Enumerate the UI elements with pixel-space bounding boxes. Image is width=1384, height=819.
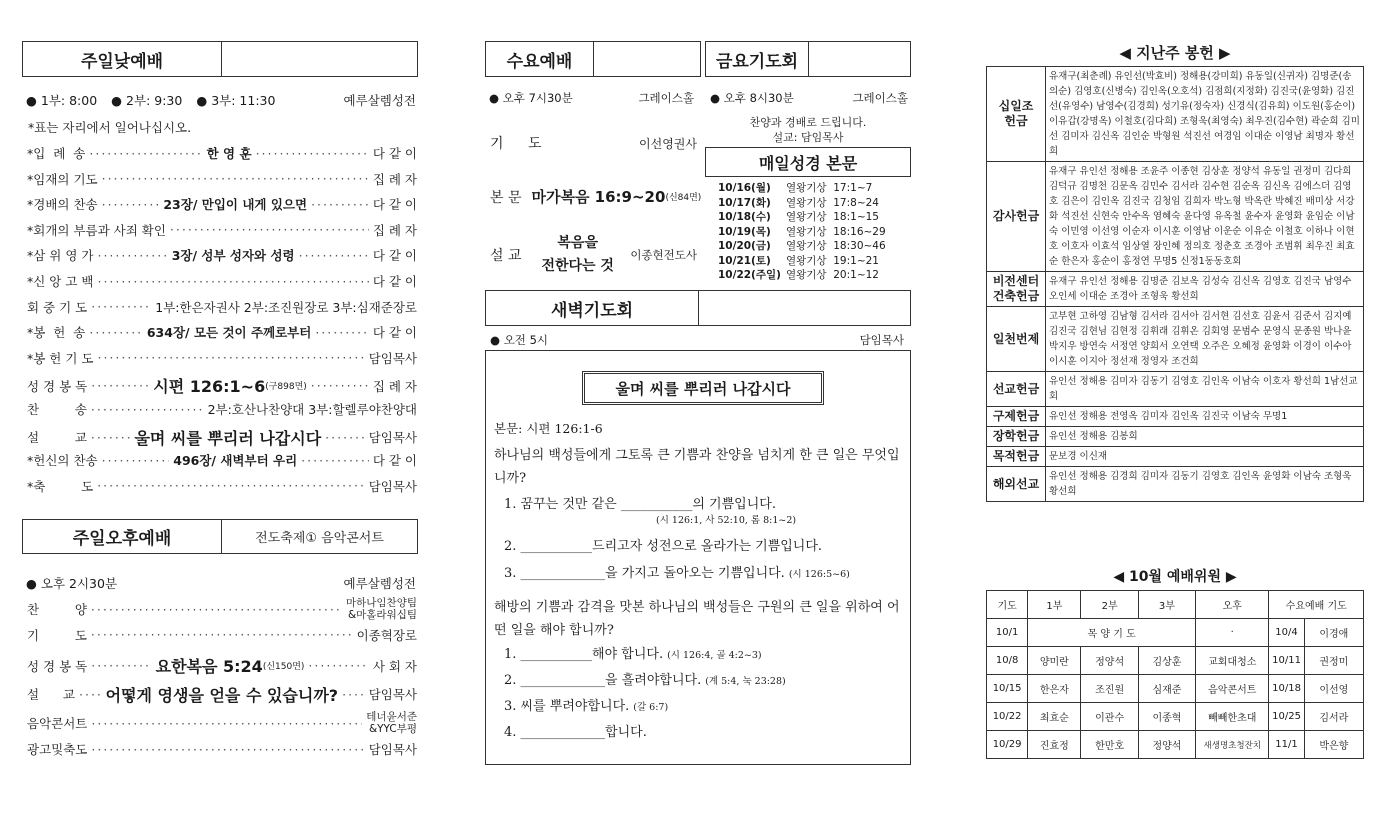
order-row xyxy=(27,683,417,706)
committee-cell: 10/18 xyxy=(1269,675,1304,703)
sunday-morning-times xyxy=(26,91,416,109)
dawn-leader: 담임목사 xyxy=(859,333,904,347)
order-label: *회개의 부름과 사죄 확인 xyxy=(27,222,166,238)
committee-cell: 10/22 xyxy=(987,703,1028,731)
committee-cell: 빼빼한초대 xyxy=(1196,703,1269,731)
dot-leader xyxy=(91,402,204,417)
dot-leader xyxy=(91,742,364,757)
order-content: 요한복음 5:24 xyxy=(155,657,263,677)
offering-type: 선교헌금 xyxy=(987,372,1046,407)
answer-row xyxy=(504,493,904,526)
dot-leader xyxy=(91,658,151,673)
order-label: 광고및축도 xyxy=(27,742,88,757)
friday-header xyxy=(705,41,911,77)
order-leader: 사 회 자 xyxy=(372,658,417,674)
bible-date: 10/21(토) xyxy=(718,254,771,267)
committee-cell: 11/1 xyxy=(1269,731,1304,759)
order-label: 설 교 xyxy=(27,430,87,446)
order-label: 기 도 xyxy=(27,627,87,643)
offering-type: 목적헌금 xyxy=(987,447,1046,467)
order-row xyxy=(27,626,417,644)
offering-names: 유재구(최춘례) 유인선(박효비) 정해용(강미희) 유동일(신귀자) 김명준(송의순) 김영호(신병숙) 김인옥(오호석) 김점희(지정화) 김진국(윤영화) 김진선(유영수) 남영수(김경희) 성기유(정숙자) 신경식(김유희) 이도원(홍순이) 이유갑(강명옥) 이철호(김다희) 조형욱(최영숙) 최우진(김수현) 곽순희 김미선 김미자 김신옥 김인순 박형원 석진선 여경임 이대순 이영남 최명자 황선희 xyxy=(1046,67,1364,162)
committee-cell: 10/25 xyxy=(1269,703,1304,731)
committee-cell: 한만호 xyxy=(1081,731,1138,759)
dot-leader xyxy=(97,248,167,263)
wednesday-header xyxy=(485,41,701,77)
committee-cell: 10/15 xyxy=(987,675,1028,703)
offering-names: 유인선 정해용 전영옥 김미자 김인옥 김진국 이남숙 무명1 xyxy=(1046,407,1364,427)
committee-header-cell: 2부 xyxy=(1081,591,1138,619)
dot-leader xyxy=(308,658,368,673)
committee-cell: 교회대청소 xyxy=(1196,647,1269,675)
committee-cell: 10/29 xyxy=(987,731,1028,759)
bible-text: 열왕기상 18:1~15 xyxy=(786,211,879,223)
order-row xyxy=(27,272,417,290)
answer-ref: (시 126:5~6) xyxy=(788,569,850,580)
offering-type: 비전센터 건축헌금 xyxy=(987,272,1046,307)
dot-leader xyxy=(91,627,353,642)
committee-row xyxy=(987,731,1364,759)
order-label: 찬 송 xyxy=(27,402,87,417)
dot-leader xyxy=(91,299,151,314)
offering-row xyxy=(987,272,1364,307)
offering-names: 유재구 유인선 정해용 조윤주 이종현 김상훈 정양석 유동일 권정미 김다희 김덕규 김명천 김문옥 김민수 김서라 김수현 김순옥 김신옥 김에스더 김영호 김은이 김인옥 김진국 김청임 김희자 박노형 박옥란 박혜진 배미상 서강화 석진선 신현숙 안수옥 염혜숙 윤다영 유옥철 윤수자 윤영화 윤임순 이남숙 이민영 이선영 이순자 이시훈 이영남 이운순 이유순 이철호 이하나 이현호 이호자 이효석 임상열 장인혜 정의호 정춘호 조경아 조범휘 최우진 최효순 한은자 홍순이 홍정연 무명5 신정1동동호회 xyxy=(1046,162,1364,272)
passage: 본문: 시편 126:1-6 xyxy=(494,421,603,436)
order-leader: 집 례 자 xyxy=(372,378,417,394)
order-leader: 담임목사 xyxy=(368,478,417,494)
order-label: *헌신의 찬송 xyxy=(27,453,98,469)
text-page: (신84면) xyxy=(665,193,702,203)
order-leader: 이종혁장로 xyxy=(356,627,417,643)
committee-cell: 정양석 xyxy=(1081,647,1138,675)
preacher: 이종현전도사 xyxy=(630,248,697,262)
committee-row xyxy=(987,619,1364,647)
order-leader: 담임목사 xyxy=(368,687,417,703)
wednesday-time-row xyxy=(489,90,694,106)
friday-note-1: 찬양과 경배로 드립니다. xyxy=(749,116,867,129)
committee-cell: 음악콘서트 xyxy=(1196,675,1269,703)
order-page: (구898면) xyxy=(265,382,307,393)
wednesday-place: 그레이스홀 xyxy=(638,91,694,105)
daily-bible-list xyxy=(718,181,886,283)
offering-type: 해외선교 xyxy=(987,467,1046,502)
order-content: 23장/ 만입이 내게 있으면 xyxy=(163,197,308,213)
dot-leader xyxy=(91,716,362,731)
dot-leader xyxy=(102,197,160,212)
order-row xyxy=(27,400,417,418)
dot-leader xyxy=(102,453,170,468)
order-row xyxy=(27,298,417,316)
dot-leader xyxy=(311,197,369,212)
order-label: 성 경 봉 독 xyxy=(27,658,88,674)
offering-row xyxy=(987,162,1364,272)
friday-time: ● 오후 8시30분 xyxy=(710,91,794,105)
dawn-header xyxy=(485,290,911,326)
text-ref: 마가복음 16:9~20 xyxy=(531,188,666,206)
header-blank xyxy=(809,42,910,76)
bible-date: 10/17(화) xyxy=(718,196,771,209)
wednesday-prayer xyxy=(490,133,697,153)
bible-text: 열왕기상 17:8~24 xyxy=(786,196,879,209)
order-row xyxy=(27,477,417,495)
header-blank xyxy=(222,42,417,76)
answer-text: 3. _____________을 가지고 돌아오는 기쁨입니다. xyxy=(504,566,785,581)
answer-row xyxy=(504,643,904,662)
standing-note: *표는 자리에서 일어나십시오. xyxy=(28,120,192,135)
text-label: 본 문 xyxy=(490,189,522,206)
order-row xyxy=(27,711,417,735)
bible-row xyxy=(718,210,886,225)
answer-text: 4. _____________합니다. xyxy=(504,725,647,740)
wednesday-sermon xyxy=(490,232,697,278)
committee-header-cell: 오후 xyxy=(1196,591,1269,619)
bible-text: 열왕기상 18:16~29 xyxy=(786,225,886,238)
dawn-time: ● 오전 5시 xyxy=(490,333,548,347)
daily-bible-title: 매일성경 본문 xyxy=(758,153,858,173)
answer-row xyxy=(504,669,904,688)
committee-cell: 한은자 xyxy=(1028,675,1081,703)
order-page: (신150면) xyxy=(262,662,305,673)
offering-row xyxy=(987,67,1364,162)
committee-cell: 10/11 xyxy=(1269,647,1304,675)
answer-text: 3. 씨를 뿌려야합니다. xyxy=(504,699,630,714)
afternoon-place: 예루살렘성전 xyxy=(343,576,416,591)
sermon-notes-title xyxy=(582,371,824,405)
sermon-label: 설 교 xyxy=(490,248,522,264)
order-row xyxy=(27,451,417,469)
order-leader: 테너윤서준 &YYC부평 xyxy=(366,711,417,736)
dot-leader xyxy=(102,171,369,186)
offering-names: 유인선 정해용 김봉희 xyxy=(1046,427,1364,447)
dot-leader xyxy=(91,430,131,445)
order-row xyxy=(27,144,417,162)
committee-cell: 조진원 xyxy=(1081,675,1138,703)
order-row xyxy=(27,170,417,188)
committee-cell: 양미란 xyxy=(1028,647,1081,675)
committee-cell: 새생명초청잔치 xyxy=(1196,731,1269,759)
offering-names: 고부현 고하영 김남형 김서라 김서아 김서현 김선호 김윤서 김준서 김지예 김진국 김현님 김현정 김휘래 김휘온 김회영 문범수 문영식 문종원 박나윤 박지우 방연숙 서정연 양희서 오연택 오주은 오혜정 윤영화 이경이 이수아 이시훈 이지아 정선재 정영자 조건희 xyxy=(1046,307,1364,372)
dot-leader xyxy=(97,274,368,289)
prayer-person: 이선영권사 xyxy=(639,136,697,151)
friday-time-row xyxy=(710,90,908,106)
offering-type: 일천번제 xyxy=(987,307,1046,372)
offering-names: 유인선 정해용 김미자 김동기 김영호 김인옥 이남숙 이호자 황선희 1남선교회 xyxy=(1046,372,1364,407)
dot-leader xyxy=(256,146,369,161)
committee-header xyxy=(987,591,1364,619)
bible-row xyxy=(718,268,886,283)
sunday-morning-header xyxy=(22,41,418,77)
order-label: 찬 양 xyxy=(27,602,87,617)
sunday-morning-title: 주일낮예배 xyxy=(23,42,222,76)
daily-bible-header xyxy=(705,147,911,177)
place: 예루살렘성전 xyxy=(343,93,416,108)
bible-row xyxy=(718,196,886,211)
offering-type: 감사헌금 xyxy=(987,162,1046,272)
bible-date: 10/22(주일) xyxy=(718,269,781,281)
question-2: 해방의 기쁨과 감격을 맛본 하나님의 백성들은 구원의 큰 일을 위하여 어떤 일을 해야 합니까? xyxy=(494,600,900,638)
committee-header-cell: 수요예배 기도 xyxy=(1269,591,1364,619)
time-2: ● 2부: 9:30 xyxy=(111,93,183,108)
offering-type: 장학헌금 xyxy=(987,427,1046,447)
committee-header-cell: 3부 xyxy=(1138,591,1195,619)
offering-names: 유인선 정해용 김경희 김미자 김동기 김영호 김인옥 윤영화 이남숙 조형욱 황선희 xyxy=(1046,467,1364,502)
dot-leader xyxy=(311,378,369,393)
order-label: *축 도 xyxy=(27,478,94,494)
offering-names: 문보경 이신재 xyxy=(1046,447,1364,467)
order-leader: 다 같 이 xyxy=(372,248,417,264)
wednesday-text xyxy=(490,186,702,207)
wednesday-time: ● 오후 7시30분 xyxy=(489,91,573,105)
bible-text: 열왕기상 18:30~46 xyxy=(786,240,886,252)
offering-type: 십일조 헌금 xyxy=(987,67,1046,162)
committee-cell: 심재준 xyxy=(1138,675,1195,703)
answer-row xyxy=(504,562,904,581)
order-content: 시편 126:1~6 xyxy=(153,377,266,397)
answer-ref: (갈 6:7) xyxy=(633,702,669,713)
dawn-title: 새벽기도회 xyxy=(486,291,699,325)
order-content: 1부:한은자권사 2부:조진원장로 3부:심재준장로 xyxy=(155,299,417,315)
offering-row xyxy=(987,447,1364,467)
order-label: *입 례 송 xyxy=(27,146,86,161)
order-leader: 담임목사 xyxy=(368,430,417,446)
dot-leader xyxy=(79,687,102,702)
dot-leader xyxy=(91,602,342,617)
answer-ref: (시 126:4, 골 4:2~3) xyxy=(667,650,762,661)
committee-cell: 이선영 xyxy=(1304,675,1363,703)
order-row xyxy=(27,654,417,677)
worship-committee-table xyxy=(986,590,1364,759)
answer-text: 1. 꿈꾸는 것만 같은 ___________의 기쁨입니다. xyxy=(504,497,776,512)
order-leader: 담임목사 xyxy=(368,742,417,757)
order-row xyxy=(27,597,417,621)
dot-leader xyxy=(89,146,202,161)
order-content: 3장/ 성부 성자와 성령 xyxy=(171,248,295,264)
dot-leader xyxy=(97,350,364,365)
committee-cell: 최효순 xyxy=(1028,703,1081,731)
answer-ref: (계 5:4, 눅 23:28) xyxy=(705,676,786,687)
bible-text: 열왕기상 19:1~21 xyxy=(786,254,879,267)
order-row xyxy=(27,323,417,341)
friday-place: 그레이스홀 xyxy=(852,91,908,105)
order-label: 설 교 xyxy=(27,687,75,703)
order-leader: 다 같 이 xyxy=(372,197,417,213)
order-content: 어떻게 영생을 얻을 수 있습니까? xyxy=(105,685,339,705)
answer-row xyxy=(504,535,904,554)
committee-cell: 김서라 xyxy=(1304,703,1363,731)
order-content: 2부:호산나찬양대 3부:할렐루야찬양대 xyxy=(207,402,417,417)
order-leader: 다 같 이 xyxy=(372,453,417,469)
bible-text: 열왕기상 17:1~7 xyxy=(786,182,873,194)
order-label: *경배의 찬송 xyxy=(27,197,98,213)
dot-leader xyxy=(301,453,369,468)
committee-cell: 진효정 xyxy=(1028,731,1081,759)
offering-row xyxy=(987,427,1364,447)
dot-leader xyxy=(342,687,365,702)
sunday-afternoon-subtitle: 전도축제① 음악콘서트 xyxy=(255,531,384,546)
offerings-table xyxy=(986,66,1364,502)
order-label: 음악콘서트 xyxy=(27,716,88,732)
sermon-notes-title-text: 울며 씨를 뿌리러 나갑시다 xyxy=(615,379,791,398)
bible-row xyxy=(718,254,886,269)
sunday-afternoon-header xyxy=(22,519,418,554)
worship-committee-title: ◀ 10월 예배위원 ▶ xyxy=(1113,569,1237,585)
offering-row xyxy=(987,467,1364,502)
header-blank xyxy=(594,42,700,76)
committee-cell: 이종혁 xyxy=(1138,703,1195,731)
order-label: *삼 위 영 가 xyxy=(27,248,94,264)
order-row xyxy=(27,349,417,367)
bible-text: 열왕기상 20:1~12 xyxy=(786,269,879,281)
order-leader: 담임목사 xyxy=(368,350,417,366)
afternoon-time-row xyxy=(26,574,416,592)
answer-text: 1. ___________해야 합니다. xyxy=(504,647,664,662)
offering-type: 구제헌금 xyxy=(987,407,1046,427)
order-label: *봉 헌 기 도 xyxy=(27,350,94,366)
answer-text: 2. ___________드리고자 성전으로 올라가는 기쁨입니다. xyxy=(504,539,823,554)
order-label: 성 경 봉 독 xyxy=(27,378,88,394)
dot-leader xyxy=(97,478,365,493)
prayer-label: 기 도 xyxy=(490,136,552,152)
committee-header-cell: 기도 xyxy=(987,591,1028,619)
bible-date: 10/18(수) xyxy=(718,211,771,223)
order-leader: 다 같 이 xyxy=(372,146,417,161)
order-row xyxy=(27,374,417,397)
order-row xyxy=(27,246,417,264)
bible-row xyxy=(718,181,886,196)
committee-cell: 이경애 xyxy=(1304,619,1363,647)
committee-cell: 이관수 xyxy=(1081,703,1138,731)
committee-row xyxy=(987,675,1364,703)
dot-leader xyxy=(325,430,365,445)
order-content: 울며 씨를 뿌리러 나갑시다 xyxy=(134,428,322,448)
friday-title: 금요기도회 xyxy=(706,42,809,76)
order-row xyxy=(27,426,417,449)
answer-row xyxy=(504,721,904,740)
bible-row xyxy=(718,239,886,254)
offerings-title: ◀ 지난주 봉헌 ▶ xyxy=(1119,44,1231,62)
offering-names: 유재구 유인선 정해용 김명준 김보옥 김성숙 김신옥 김영호 김진국 남영수 오인세 이대순 조경아 조형욱 황선희 xyxy=(1046,272,1364,307)
answer-row xyxy=(504,695,904,714)
order-label: *임재의 기도 xyxy=(27,171,98,187)
committee-cell: 박은향 xyxy=(1304,731,1363,759)
bible-date: 10/20(금) xyxy=(718,240,771,252)
committee-cell: · xyxy=(1196,619,1269,647)
bible-row xyxy=(718,225,886,240)
friday-note-2: 설교: 담임목사 xyxy=(772,131,844,144)
time-3: ● 3부: 11:30 xyxy=(196,93,276,108)
order-label: 회 중 기 도 xyxy=(27,299,88,315)
header-blank xyxy=(699,291,910,325)
committee-cell: 목 양 기 도 xyxy=(1028,619,1196,647)
committee-cell: 10/4 xyxy=(1269,619,1304,647)
offering-row xyxy=(987,407,1364,427)
committee-header-cell: 1부 xyxy=(1028,591,1081,619)
committee-cell: 권정미 xyxy=(1304,647,1363,675)
bible-date: 10/19(목) xyxy=(718,225,771,238)
committee-row xyxy=(987,647,1364,675)
dot-leader xyxy=(315,325,368,340)
order-label: *봉 헌 송 xyxy=(27,325,86,341)
committee-cell: 10/1 xyxy=(987,619,1028,647)
order-content: 한 영 훈 xyxy=(206,146,252,161)
answer-ref: (시 126:1, 사 52:10, 롬 8:1~2) xyxy=(656,515,797,526)
time-1: ● 1부: 8:00 xyxy=(26,93,98,108)
order-content: 634장/ 모든 것이 주께로부터 xyxy=(146,325,312,341)
dot-leader xyxy=(170,222,369,237)
committee-cell: 김상훈 xyxy=(1138,647,1195,675)
sermon-title: 복음을 전한다는 것 xyxy=(541,235,614,274)
committee-row xyxy=(987,703,1364,731)
afternoon-time: ● 오후 2시30분 xyxy=(26,576,118,591)
wednesday-title: 수요예배 xyxy=(486,42,594,76)
order-label: *신 앙 고 백 xyxy=(27,274,94,289)
sermon-notes-box xyxy=(485,350,911,765)
offering-row xyxy=(987,307,1364,372)
committee-cell: 10/8 xyxy=(987,647,1028,675)
offering-row xyxy=(987,372,1364,407)
committee-cell: 정양석 xyxy=(1138,731,1195,759)
dot-leader xyxy=(89,325,142,340)
order-leader: 마하나임찬양팀 &마홀라워십팀 xyxy=(345,597,417,621)
sunday-afternoon-title: 주일오후예배 xyxy=(23,520,222,553)
order-leader: 집 례 자 xyxy=(372,222,417,238)
order-row xyxy=(27,195,417,213)
question-1: 하나님의 백성들에게 그토록 큰 기쁨과 찬양을 넘치게 한 큰 일은 무엇입니까? xyxy=(494,448,900,486)
dot-leader xyxy=(299,248,369,263)
order-row xyxy=(27,740,417,758)
order-content: 496장/ 새벽부터 우리 xyxy=(173,453,298,469)
dot-leader xyxy=(91,378,149,393)
dawn-row xyxy=(490,332,904,348)
answer-text: 2. _____________을 흘려야합니다. xyxy=(504,673,702,688)
order-leader: 다 같 이 xyxy=(372,325,417,341)
order-row xyxy=(27,221,417,239)
order-leader: 다 같 이 xyxy=(372,274,417,289)
bible-date: 10/16(월) xyxy=(718,182,771,194)
order-leader: 집 례 자 xyxy=(372,171,417,187)
